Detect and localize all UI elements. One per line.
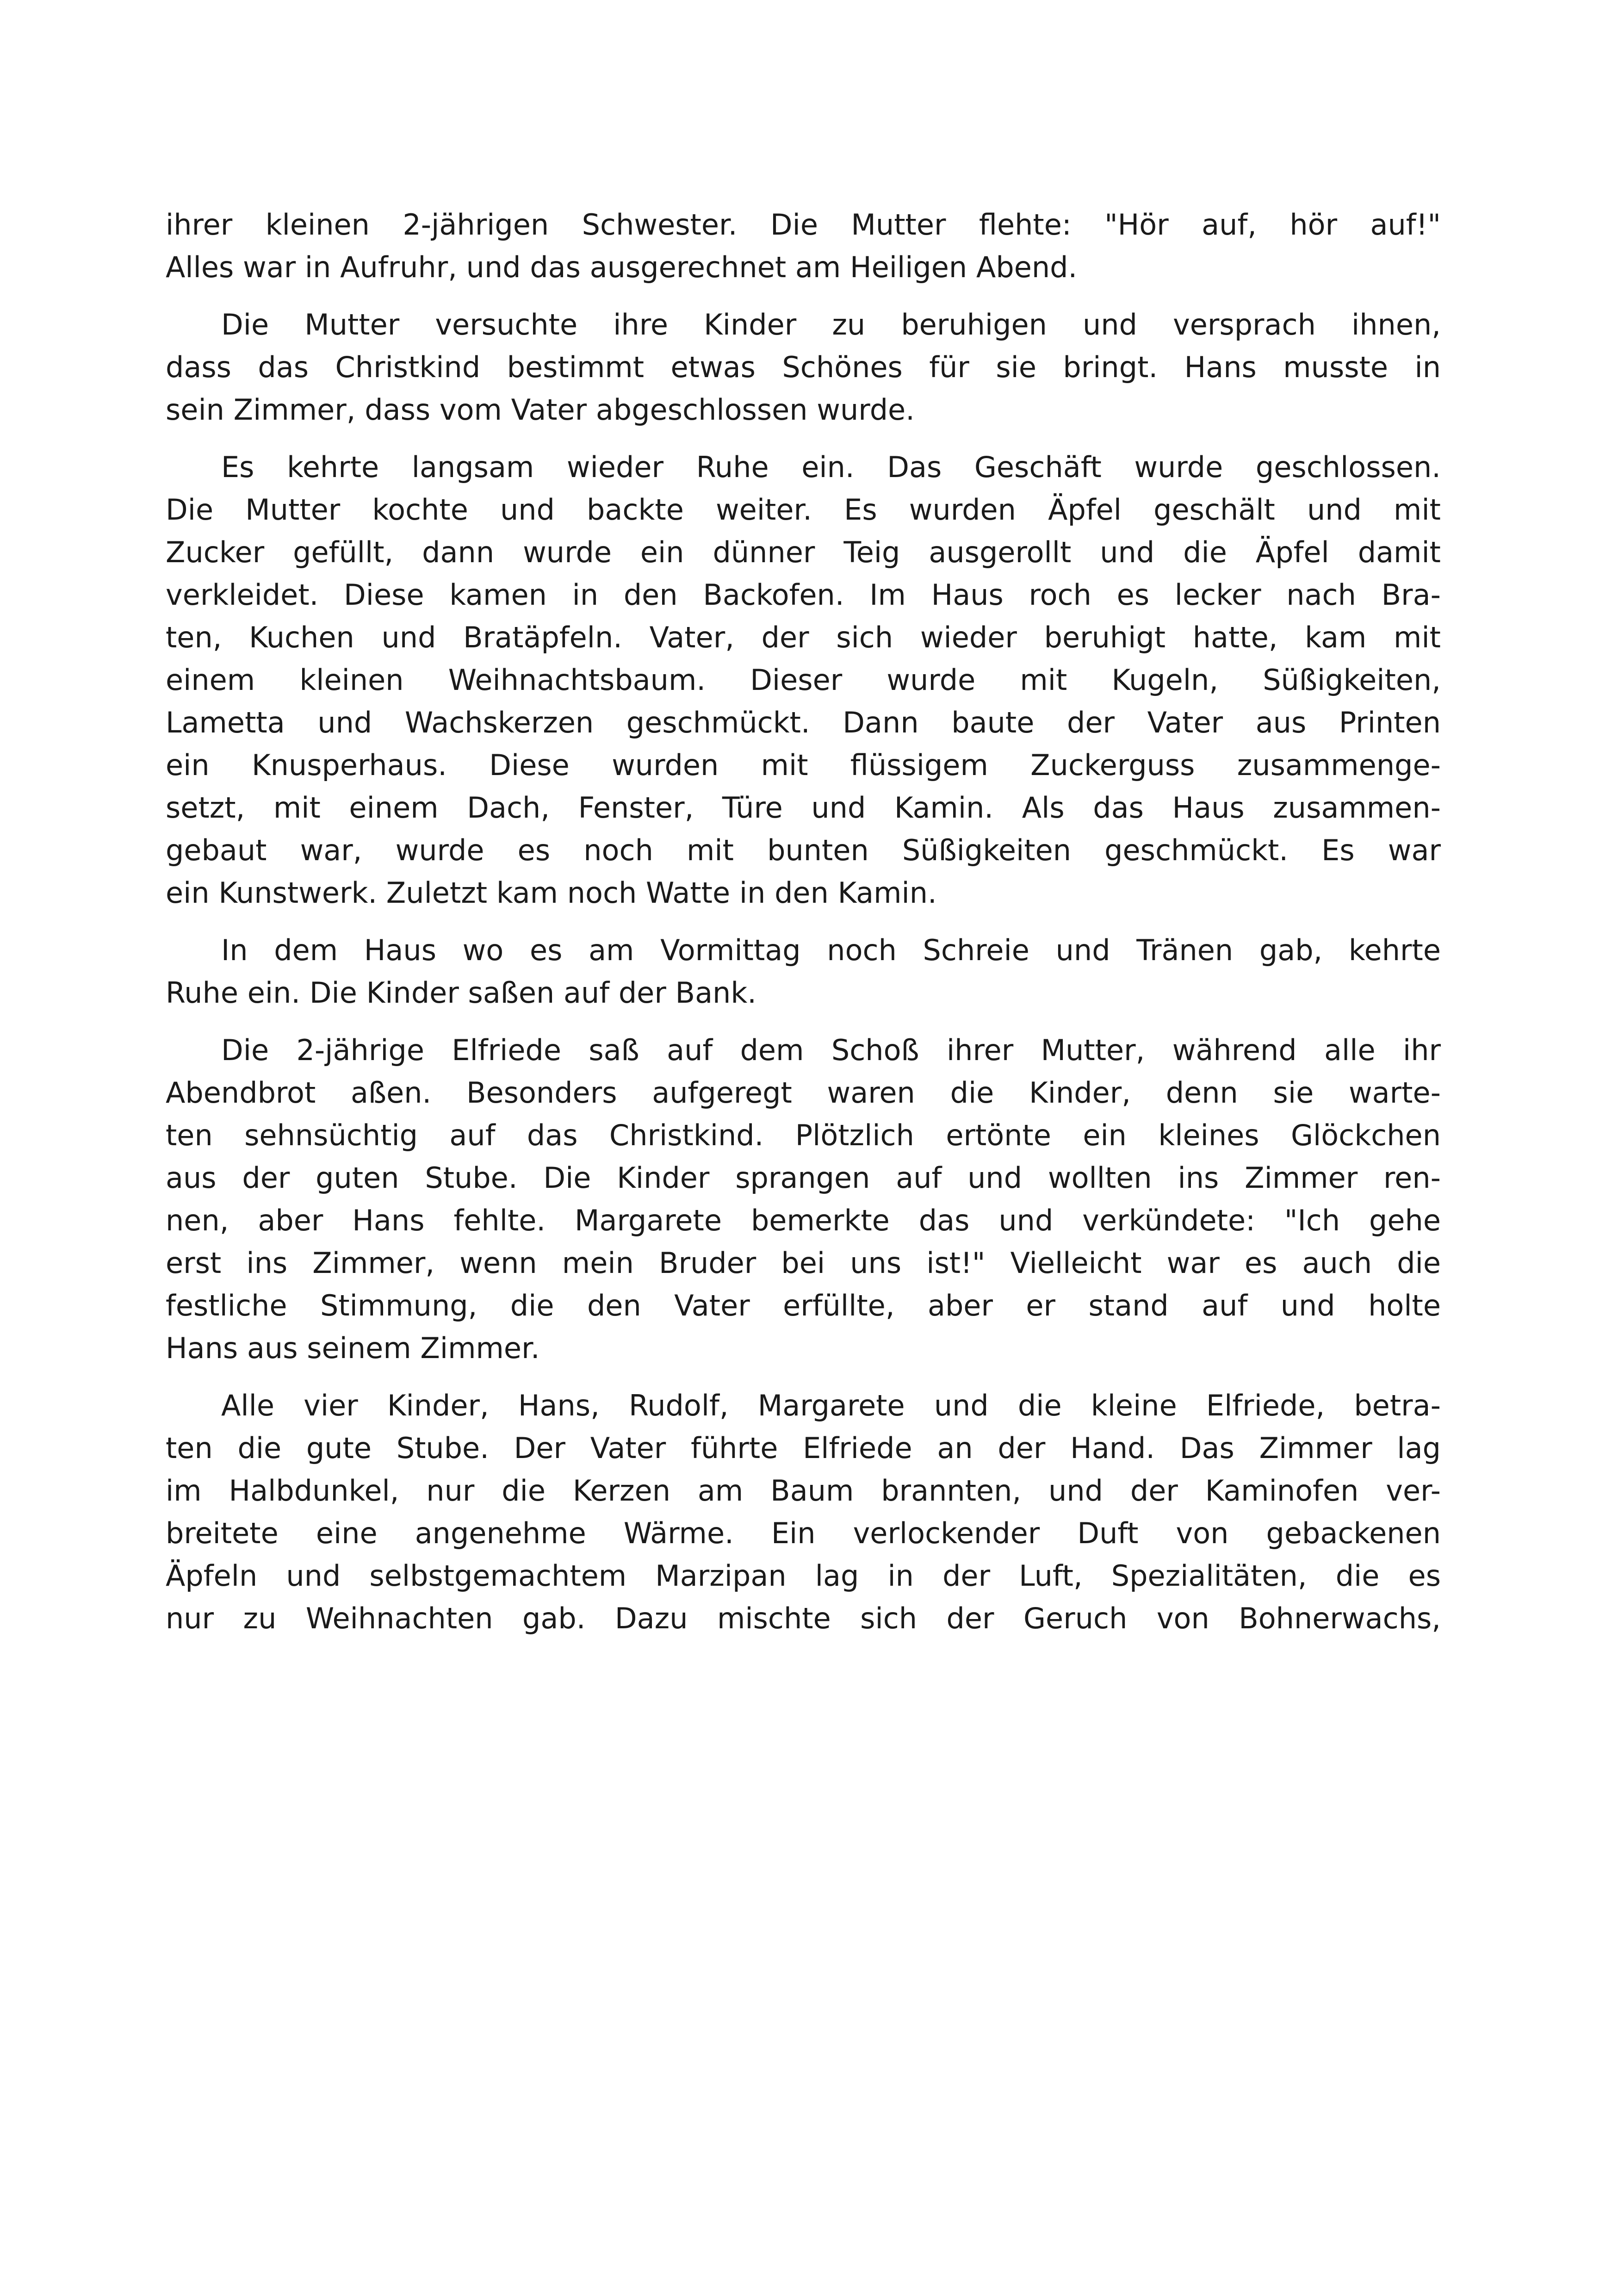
- text-line: Lametta und Wachskerzen geschmückt. Dann baute der Vater aus Printen: [166, 706, 1441, 739]
- paragraph-4: [166, 929, 1441, 1014]
- text-line: ein Kunstwerk. Zuletzt kam noch Watte in den Kamin.: [166, 876, 937, 910]
- text-line: ihrer kleinen 2-jährigen Schwester. Die Mutter flehte: "Hör auf, hör auf!": [166, 208, 1441, 242]
- text-line: Abendbrot aßen. Besonders aufgeregt waren die Kinder, denn sie warte-: [166, 1076, 1441, 1110]
- paragraph-2: [166, 304, 1441, 431]
- text-line: Ruhe ein. Die Kinder saßen auf der Bank.: [166, 976, 756, 1010]
- paragraph-6: [166, 1384, 1441, 1640]
- text-line: erst ins Zimmer, wenn mein Bruder bei uns ist!" Vielleicht war es auch die: [166, 1246, 1441, 1280]
- text-line: ten die gute Stube. Der Vater führte Elfriede an der Hand. Das Zimmer lag: [166, 1431, 1441, 1465]
- text-line: Alles war in Aufruhr, und das ausgerechnet am Heiligen Abend.: [166, 250, 1078, 284]
- text-line: gebaut war, wurde es noch mit bunten Süßigkeiten geschmückt. Es war: [166, 833, 1441, 867]
- text-line: nur zu Weihnachten gab. Dazu mischte sich der Geruch von Bohnerwachs,: [166, 1601, 1441, 1635]
- text-line: setzt, mit einem Dach, Fenster, Türe und Kamin. Als das Haus zusammen-: [166, 791, 1441, 825]
- text-line: In dem Haus wo es am Vormittag noch Schreie und Tränen gab, kehrte: [221, 933, 1441, 967]
- paragraph-3: [166, 446, 1441, 914]
- paragraph-1: [166, 204, 1441, 289]
- text-line: dass das Christkind bestimmt etwas Schönes für sie bringt. Hans musste in: [166, 350, 1441, 384]
- text-line: ein Knusperhaus. Diese wurden mit flüssigem Zuckerguss zusammenge-: [166, 748, 1441, 782]
- text-line: verkleidet. Diese kamen in den Backofen. Im Haus roch es lecker nach Bra-: [166, 578, 1441, 612]
- text-line: Zucker gefüllt, dann wurde ein dünner Teig ausgerollt und die Äpfel damit: [166, 535, 1441, 569]
- text-line: breitete eine angenehme Wärme. Ein verlockender Duft von gebackenen: [166, 1516, 1441, 1550]
- document-page: [166, 204, 1441, 1655]
- text-line: sein Zimmer, dass vom Vater abgeschlossen wurde.: [166, 393, 915, 427]
- text-line: Es kehrte langsam wieder Ruhe ein. Das Geschäft wurde geschlossen.: [221, 450, 1441, 484]
- paragraph-5: [166, 1029, 1441, 1370]
- text-line: Alle vier Kinder, Hans, Rudolf, Margarete und die kleine Elfriede, betra-: [221, 1389, 1441, 1422]
- text-line: nen, aber Hans fehlte. Margarete bemerkte das und verkündete: "Ich gehe: [166, 1204, 1441, 1237]
- text-line: ten sehnsüchtig auf das Christkind. Plötzlich ertönte ein kleines Glöckchen: [166, 1118, 1441, 1152]
- text-line: einem kleinen Weihnachtsbaum. Dieser wurde mit Kugeln, Süßigkeiten,: [166, 663, 1441, 697]
- text-line: Die Mutter versuchte ihre Kinder zu beruhigen und versprach ihnen,: [221, 308, 1441, 341]
- text-line: festliche Stimmung, die den Vater erfüllte, aber er stand auf und holte: [166, 1289, 1441, 1322]
- text-line: Hans aus seinem Zimmer.: [166, 1331, 540, 1365]
- text-line: Äpfeln und selbstgemachtem Marzipan lag in der Luft, Spezialitäten, die es: [166, 1559, 1441, 1593]
- text-line: ten, Kuchen und Bratäpfeln. Vater, der sich wieder beruhigt hatte, kam mit: [166, 621, 1441, 654]
- text-line: Die Mutter kochte und backte weiter. Es wurden Äpfel geschält und mit: [166, 493, 1441, 527]
- text-line: im Halbdunkel, nur die Kerzen am Baum brannten, und der Kaminofen ver-: [166, 1474, 1441, 1508]
- text-line: Die 2-jährige Elfriede saß auf dem Schoß ihrer Mutter, während alle ihr: [221, 1033, 1441, 1067]
- text-line: aus der guten Stube. Die Kinder sprangen auf und wollten ins Zimmer ren-: [166, 1161, 1441, 1195]
